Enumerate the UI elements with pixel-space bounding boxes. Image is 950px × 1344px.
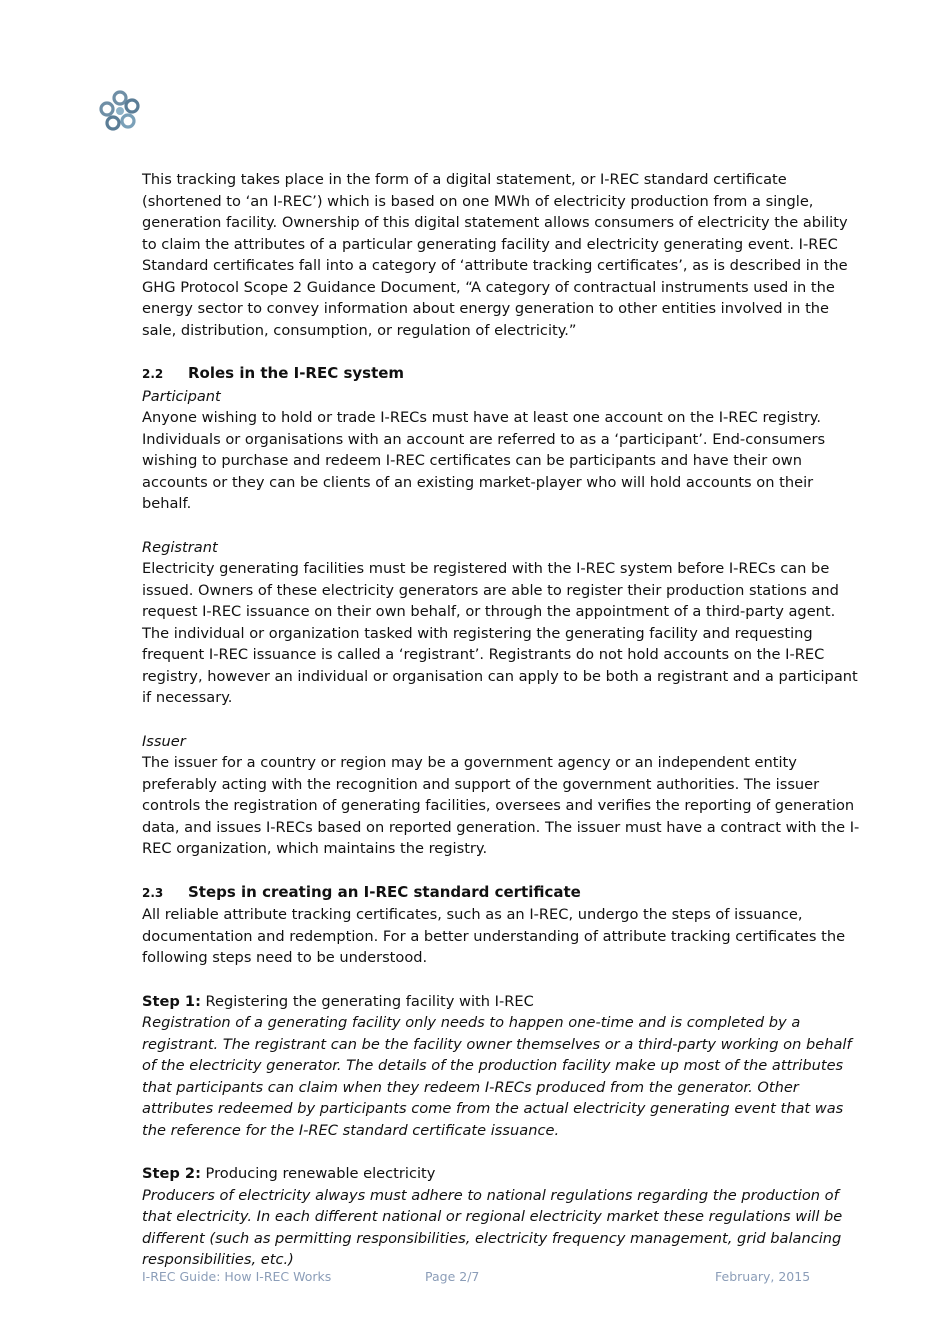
- intro-paragraph: This tracking takes place in the form of a digital statement, or I-REC standard certificate (shortened to ‘an I-REC’) which is based on one MWh of electricity production from a single, generation facility. Ownership of this digital statement allows consumers of electricity the ability to claim the attributes of a particular generating facility and electricity generating event. I-REC Standard certificates fall into a category of ‘attribute tracking certificates’, as is described in the GHG Protocol Scope 2 Guidance Document, “A category of contractual instruments used in the energy sector to convey information about energy generation to other entities involved in the sale, distribution, consumption, or regulation of electricity.”: [142, 171, 848, 339]
- i-rec-logo-icon: [99, 90, 141, 132]
- role-label-issuer: Issuer: [142, 732, 186, 750]
- step-1-title: Registering the generating facility with I-REC: [205, 992, 534, 1010]
- step-1-label: Step 1:: [142, 992, 201, 1010]
- section-heading-roles: [142, 363, 862, 386]
- step-1-heading: [142, 991, 862, 1013]
- section-title: Steps in creating an I-REC standard certificate: [188, 882, 581, 901]
- step-2-label: Step 2:: [142, 1165, 201, 1182]
- footer-page-number: Page 2/7: [425, 1269, 480, 1284]
- role-text-registrant: Electricity generating facilities must be registered with the I-REC system before I-RECs can be issued. Owners of these electricity generators are able to register their production stations and request I-REC issuance on their own behalf, or through the appointment of a third-party agent. The individual or organization tasked with registering the generating facility and requesting frequent I-REC issuance is called a ‘registrant’. Registrants do not hold accounts on the I-REC registry, however an individual or organisation can apply to be both a registrant and a participant if necessary.: [142, 560, 858, 706]
- footer-date: February, 2015: [715, 1269, 811, 1284]
- footer-doc-title: I-REC Guide: How I-REC Works: [142, 1269, 332, 1284]
- section-number: 2.2: [142, 367, 164, 381]
- step-2-description: Producers of electricity always must adhere to national regulations regarding the production of that electricity. In each different national or regional electricity market these regulations will be different (such as permitting responsibilities, electricity frequency management, grid balancing responsibilities, etc.): [142, 1186, 843, 1268]
- role-label-participant: Participant: [142, 387, 221, 405]
- role-label-registrant: Registrant: [142, 538, 218, 556]
- section-title: Roles in the I-REC system: [188, 364, 405, 382]
- step-1-description: Registration of a generating facility only needs to happen one-time and is completed by a registrant. The registrant can be the facility owner themselves or a third-party working on behalf of the electricity generator. The details of the production facility make up most of the attributes that participants can claim when they redeem I-RECs produced from the generator. Other attributes redeemed by participants come from the actual electricity generating event that was the reference for the I-REC standard certificate issuance.: [142, 1014, 852, 1139]
- section-number: 2.3: [142, 885, 164, 900]
- section-heading-steps: [142, 882, 862, 905]
- role-text-participant: Anyone wishing to hold or trade I-RECs must have at least one account on the I-REC registry. Individuals or organisations with an account are referred to as a ‘participant’. End-consumers wishing to purchase and redeem I-REC certificates can be participants and have their own accounts or they can be clients of an existing market-player who will hold accounts on their behalf.: [142, 409, 826, 512]
- step-2-title: Producing renewable electricity: [205, 1165, 436, 1182]
- role-text-issuer: The issuer for a country or region may be a government agency or an independent entity preferably acting with the recognition and support of the government authorities. The issuer controls the registration of generating facilities, oversees and verifies the reporting of generation data, and issues I-RECs based on reported generation. The issuer must have a contract with the I-REC organization, which maintains the registry.: [142, 754, 860, 857]
- steps-intro: All reliable attribute tracking certificates, such as an I-REC, undergo the steps of issuance, documentation and redemption. For a better understanding of attribute tracking certificates the following steps need to be understood.: [142, 906, 846, 966]
- document-body: [142, 169, 862, 1271]
- step-2-heading: [142, 1163, 862, 1185]
